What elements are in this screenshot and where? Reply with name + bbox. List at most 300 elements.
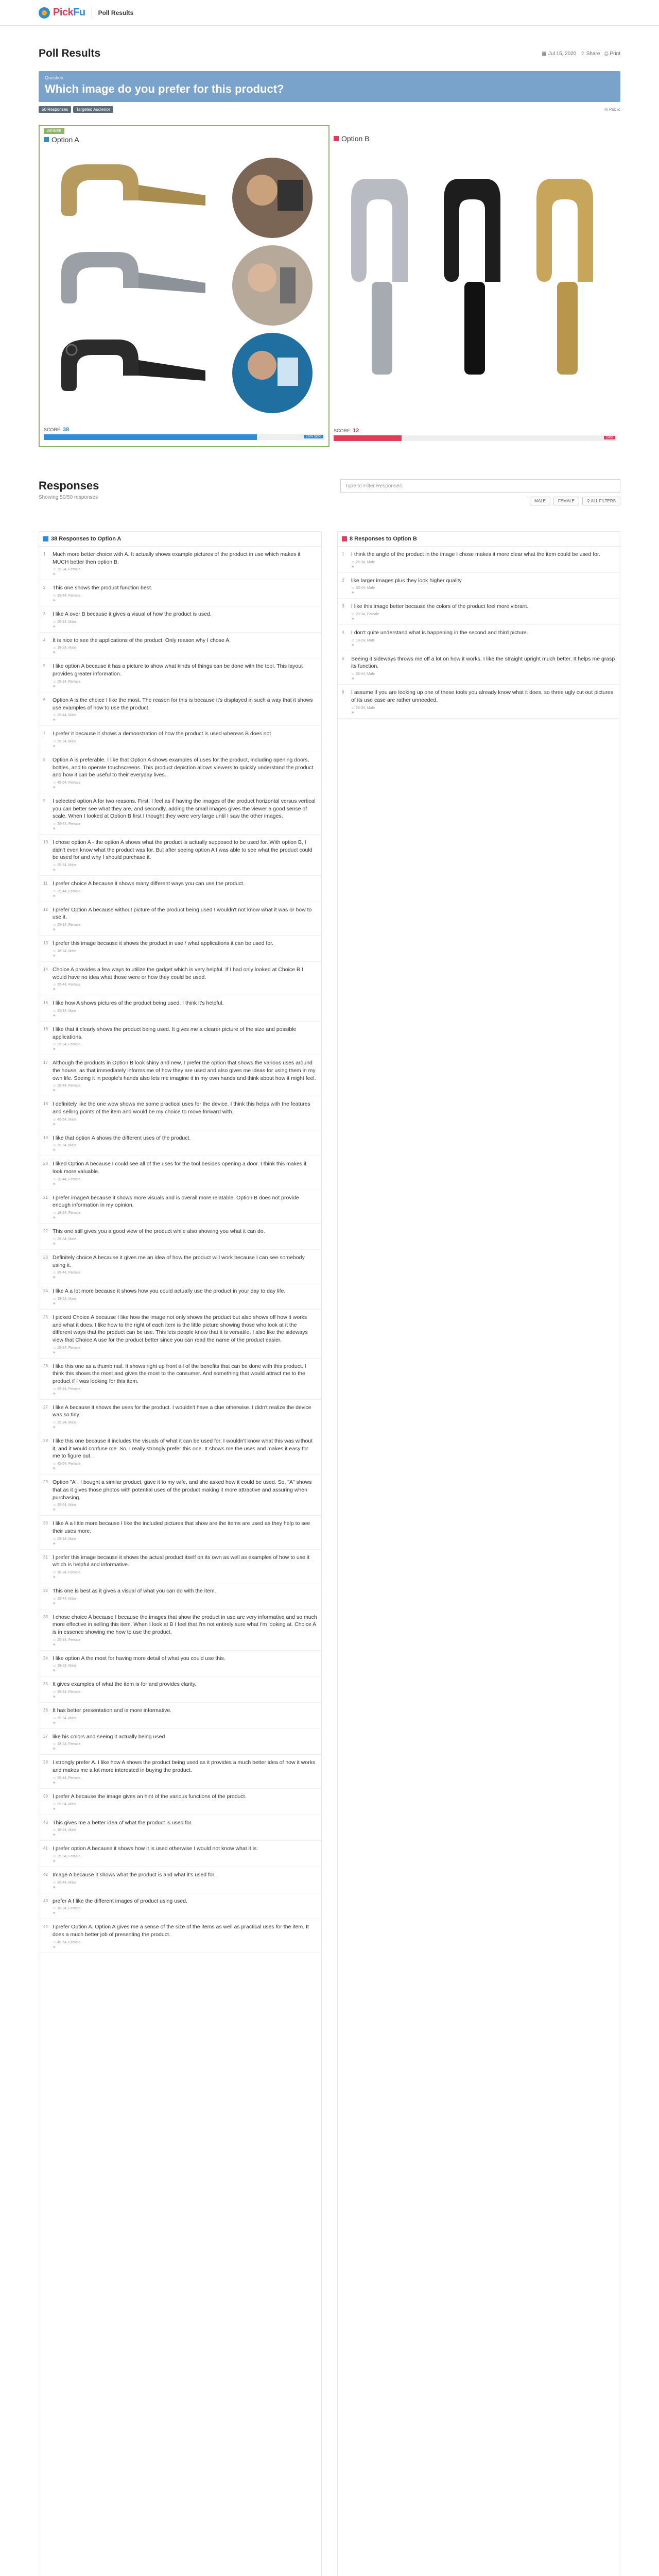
person-icon: ☺ — [53, 1570, 57, 1574]
response-item — [39, 1475, 321, 1516]
response-item — [39, 752, 321, 793]
flag-icon: ⚑ — [53, 1216, 56, 1221]
flag-button[interactable] — [53, 625, 317, 629]
flag-icon: ⚑ — [351, 565, 355, 569]
flag-button[interactable] — [53, 827, 317, 831]
respondent-demographic: ☺ 25-34, Female — [53, 923, 81, 927]
flag-button[interactable] — [53, 1276, 317, 1280]
respondent-demographic: ☺ 35-44, Female — [53, 1776, 81, 1780]
response-text: I like this one as a thumb nail. It shows right up front all of the benefits that can be done with this product. I think this shows the most and gives the most to the consumer. And something that would attract me to the product if I was looking for this item. — [53, 1363, 306, 1384]
respondent-demographic: ☺ 18-24, Male — [351, 638, 375, 642]
response-item — [39, 1609, 321, 1651]
response-item — [39, 658, 321, 692]
response-number: 36 — [43, 1708, 48, 1713]
response-text: Much more better choice with A. It actually shows example pictures of the product in use which makes it MUCH better then option B. — [53, 551, 301, 565]
filter-female-button[interactable]: FEMALE — [553, 497, 579, 505]
response-number: 38 — [43, 1760, 48, 1765]
flag-button[interactable] — [53, 1669, 317, 1673]
response-number: 13 — [43, 941, 48, 946]
response-item — [39, 1310, 321, 1359]
flag-icon: ⚑ — [53, 625, 56, 629]
person-icon: ☺ — [53, 1043, 57, 1047]
response-item — [39, 1130, 321, 1157]
response-text: I like A a lot more because it shows how you could actually use the product in your day to day life. — [53, 1288, 286, 1295]
response-item — [39, 1867, 321, 1893]
person-icon: ☺ — [53, 1940, 57, 1944]
flag-button[interactable] — [53, 1426, 317, 1430]
person-icon: ☺ — [53, 983, 57, 987]
response-item — [39, 936, 321, 962]
flag-icon: ⚑ — [53, 1834, 56, 1838]
flag-button[interactable] — [53, 1047, 317, 1052]
flag-button[interactable] — [53, 1089, 317, 1093]
flag-button[interactable] — [53, 954, 317, 958]
option-a-card[interactable] — [39, 125, 330, 447]
option-a-score: SCORE: 38 — [44, 427, 70, 433]
share-button[interactable]: ⇪ Share — [580, 50, 600, 57]
response-number: 7 — [43, 731, 46, 736]
all-filters-button[interactable]: ⚲ ALL FILTERS — [582, 497, 620, 505]
response-text: I like this one because it includes the visuals of what it can be used for. I wouldn't know what this was without it, and it would confuse me. So, I really strongly prefer this one. It shows me the uses and makes it easy for me to figure out. — [53, 1438, 313, 1460]
respondent-demographic: ☺ 25-34, Female — [53, 1043, 81, 1047]
response-text: I like A over B because it gives a visual of how the product is used. — [53, 611, 212, 618]
person-icon: ☺ — [53, 1211, 57, 1215]
flag-icon: ⚑ — [53, 1149, 56, 1153]
flag-button[interactable] — [53, 868, 317, 872]
response-item — [39, 1283, 321, 1310]
filter-icon: ⚲ — [586, 499, 590, 503]
flag-icon: ⚑ — [53, 928, 56, 933]
flag-button[interactable] — [53, 1886, 317, 1890]
respondent-demographic: ☺ 35-44, Male — [53, 1880, 77, 1885]
option-b-label: Option B — [334, 134, 618, 143]
response-text: I prefer it because it shows a demonstration of how the product is used whereas B does not — [53, 731, 271, 737]
responses-tag: 50 Responses — [39, 106, 71, 113]
respondent-demographic: ☺ 25-34, Male — [53, 1421, 77, 1425]
flag-button[interactable] — [351, 711, 616, 715]
flag-button[interactable] — [53, 1182, 317, 1187]
response-number: 37 — [43, 1734, 48, 1739]
response-number: 28 — [43, 1438, 48, 1444]
option-b-image[interactable] — [336, 148, 614, 418]
response-text: I assume if you are looking up one of these tools you already know what it does, so three ugly cut out pictures of its use case are rather unneeded. — [351, 689, 613, 703]
respondent-demographic: ☺ 35-44, Female — [53, 1177, 81, 1181]
flag-icon: ⚑ — [53, 988, 56, 992]
person-icon: ☺ — [53, 923, 57, 927]
flag-icon: ⚑ — [53, 1426, 56, 1430]
page-title: Poll Results — [39, 47, 101, 59]
response-item — [39, 1651, 321, 1677]
person-icon: ☺ — [53, 1854, 57, 1858]
response-number: 23 — [43, 1255, 48, 1260]
response-number: 16 — [43, 1026, 48, 1031]
flag-button[interactable] — [53, 928, 317, 932]
person-icon: ☺ — [53, 1828, 57, 1833]
option-a-swatch — [43, 536, 48, 541]
response-item — [338, 573, 620, 599]
response-text: I prefer imageA because it shows more visuals and is overall more relatable. Option B does not provide enough information in my opinion. — [53, 1194, 299, 1209]
person-icon: ☺ — [351, 560, 355, 564]
person-icon: ☺ — [53, 1716, 57, 1720]
flag-icon: ⚑ — [53, 869, 56, 873]
person-icon: ☺ — [53, 1117, 57, 1122]
person-icon: ☺ — [53, 1237, 57, 1241]
response-text: This gives me a better idea of what the product is used for. — [53, 1819, 193, 1826]
flag-button[interactable] — [53, 1302, 317, 1306]
response-item — [39, 1055, 321, 1096]
person-icon: ☺ — [53, 714, 57, 718]
response-number: 33 — [43, 1614, 48, 1619]
flag-button[interactable] — [351, 643, 616, 648]
flag-button[interactable] — [53, 651, 317, 655]
logo-text: PickFu — [53, 7, 85, 18]
globe-icon: ◎ — [604, 107, 608, 112]
response-text: I like that option A shows the different uses of the product. — [53, 1134, 191, 1141]
flag-icon: ⚑ — [53, 954, 56, 958]
respondent-demographic: ☺ 25-34, Male — [53, 1802, 77, 1806]
flag-icon: ⚑ — [53, 1509, 56, 1513]
flag-icon: ⚑ — [53, 1182, 56, 1187]
flag-button[interactable] — [53, 599, 317, 603]
response-number: 11 — [43, 881, 48, 886]
response-number: 4 — [342, 630, 344, 635]
response-item — [39, 995, 321, 1022]
respondent-demographic: ☺ 35-44, Female — [53, 594, 81, 598]
response-item — [39, 1433, 321, 1475]
flag-icon: ⚑ — [351, 591, 355, 596]
option-a-swatch — [44, 137, 49, 142]
respondent-demographic: ☺ 35-44, Female — [53, 822, 81, 826]
response-number: 5 — [43, 664, 46, 669]
flag-icon: ⚑ — [53, 599, 56, 603]
response-number: 6 — [43, 697, 46, 702]
pickfu-logo[interactable] — [39, 7, 85, 19]
person-icon: ☺ — [53, 620, 57, 624]
response-number: 44 — [43, 1924, 48, 1929]
person-icon: ☺ — [53, 889, 57, 893]
response-item — [39, 1815, 321, 1841]
response-text: Option "A". I bought a similar product, gave it to my wife, and she asked how it could be used. So, "A" shows that as it gives those photos with potential uses of the product making it more attractive and assuring when purchasing. — [53, 1479, 312, 1501]
person-icon: ☺ — [53, 863, 57, 868]
response-number: 18 — [43, 1101, 48, 1107]
flag-button[interactable] — [53, 718, 317, 722]
response-text: I definitely like the one wow shows me some practical uses for the device. I think this helps with the features and selling points of the item and would be my choice to move forward with. — [53, 1101, 310, 1115]
person-icon: ☺ — [53, 594, 57, 598]
response-item — [39, 962, 321, 995]
response-item — [39, 1400, 321, 1433]
respondent-demographic: ☺ 25-34, Female — [53, 1346, 81, 1350]
responses-count: Showing 50/50 responses — [39, 495, 98, 500]
flag-button[interactable] — [53, 1643, 317, 1647]
flag-button[interactable] — [53, 1721, 317, 1725]
flag-button[interactable] — [53, 1467, 317, 1471]
response-item — [338, 547, 620, 573]
person-icon: ☺ — [53, 781, 57, 785]
response-number: 21 — [43, 1195, 48, 1200]
flag-button[interactable] — [53, 894, 317, 899]
response-number: 35 — [43, 1682, 48, 1687]
person-icon: ☺ — [53, 1421, 57, 1425]
respondent-demographic: ☺ 18-24, Female — [53, 1211, 81, 1215]
share-icon: ⇪ — [580, 50, 585, 57]
print-button[interactable]: ⎙ Print — [604, 50, 620, 57]
respondent-demographic: ☺ 18-24, Female — [53, 1907, 81, 1911]
top-nav — [0, 0, 659, 26]
flag-button[interactable] — [53, 1508, 317, 1512]
flag-button[interactable] — [53, 572, 317, 577]
response-text: I prefer Option A because without picture of the product being used I wouldn't not know what it was or how to use it. — [53, 906, 312, 921]
response-number: 22 — [43, 1229, 48, 1234]
responses-title: Responses — [39, 479, 99, 492]
response-number: 43 — [43, 1898, 48, 1903]
flag-icon: ⚑ — [53, 1602, 56, 1606]
response-text: I like A a little more because I like the included pictures that show are the items are used as they help to see their uses more. — [53, 1520, 310, 1534]
flag-button[interactable] — [53, 685, 317, 689]
response-text: Option A is the choice I like the most. The reason for this is because it's displayed in such a way that it shows use examples of how to use the product. — [53, 697, 313, 711]
flag-button[interactable] — [53, 988, 317, 992]
response-text: I like how A shows pictures of the product being used, I think it's helpful. — [53, 1000, 224, 1007]
flag-button[interactable] — [53, 1148, 317, 1153]
flag-button[interactable] — [53, 1392, 317, 1396]
response-item — [338, 625, 620, 651]
response-item — [39, 1516, 321, 1549]
response-number: 29 — [43, 1480, 48, 1485]
flag-button[interactable] — [53, 1833, 317, 1837]
flag-button[interactable] — [53, 1242, 317, 1246]
flag-button[interactable] — [53, 1807, 317, 1811]
response-number: 32 — [43, 1588, 48, 1593]
respondent-demographic: ☺ 18-24, Male — [53, 1828, 77, 1833]
flag-icon: ⚑ — [53, 1912, 56, 1916]
flag-icon: ⚑ — [53, 719, 56, 723]
flag-icon: ⚑ — [53, 1748, 56, 1752]
response-text: I prefer Option A. Option A gives me a sense of the size of the items as well as practical uses for the item. It does a much better job of presenting the product. — [53, 1924, 309, 1938]
flag-button[interactable] — [53, 1351, 317, 1355]
response-number: 42 — [43, 1872, 48, 1877]
respondent-demographic: ☺ 25-34, Female — [53, 568, 81, 572]
respondent-demographic: ☺ 45-54, Female — [53, 1462, 81, 1466]
print-icon: ⎙ — [604, 50, 609, 57]
nav-title: Poll Results — [98, 9, 134, 16]
flag-button[interactable] — [53, 1945, 317, 1950]
response-number: 14 — [43, 967, 48, 972]
response-text: I like that it clearly shows the product being used. It gives me a clearer picture of the size and possible applications. — [53, 1026, 297, 1040]
response-item — [39, 726, 321, 752]
respondent-demographic: ☺ 35-44, Female — [53, 889, 81, 893]
flag-button[interactable] — [53, 744, 317, 749]
flag-icon: ⚑ — [351, 618, 355, 622]
question-label: Question — [45, 75, 64, 80]
flag-button[interactable] — [53, 1859, 317, 1863]
door-opener-tool-illustration — [46, 149, 324, 419]
response-item — [39, 1550, 321, 1583]
option-a-responses — [39, 531, 322, 2576]
person-icon: ☺ — [53, 1907, 57, 1911]
person-icon: ☺ — [53, 1537, 57, 1541]
response-number: 2 — [342, 578, 344, 583]
person-icon: ☺ — [53, 1084, 57, 1088]
response-item — [39, 1919, 321, 1953]
flag-icon: ⚑ — [53, 1643, 56, 1647]
option-a-pct-badge: 76% 50% — [304, 435, 323, 438]
response-number: 25 — [43, 1314, 48, 1319]
flag-button[interactable] — [53, 1781, 317, 1785]
person-icon: ☺ — [53, 1638, 57, 1642]
option-b-swatch — [342, 536, 347, 541]
response-text: I prefer this image because it shows the actual product itself on its own as well as examples of how to use it which is helpful and informative. — [53, 1554, 310, 1568]
option-b-score-bar — [334, 435, 616, 441]
option-a-score-fill — [44, 434, 257, 440]
flag-icon: ⚑ — [53, 1302, 56, 1306]
response-number: 27 — [43, 1404, 48, 1410]
flag-icon: ⚑ — [53, 1392, 56, 1396]
person-icon: ☺ — [53, 646, 57, 650]
option-b-score: SCORE: 12 — [334, 428, 359, 434]
option-a-image[interactable] — [46, 149, 324, 419]
person-icon: ☺ — [351, 638, 355, 642]
response-item — [39, 1224, 321, 1250]
response-number: 40 — [43, 1820, 48, 1825]
person-icon: ☺ — [53, 1802, 57, 1806]
respondent-demographic: ☺ 25-34, Male — [351, 706, 375, 710]
response-text: I chose choice A because I because the images that show the product in use are very informative and so much more effective in selling this item. When I look at B I feel that I'm not entirely sure what I'm looking at. Choice A is in essence showing me how to use the product. — [53, 1614, 317, 1635]
flag-icon: ⚑ — [53, 1696, 56, 1700]
flag-button[interactable] — [53, 1602, 317, 1606]
response-text: Choice A provides a few ways to utilize the gadget which is very helpful. If I had only looked at Choice B I would have no idea what those were or how they could be used. — [53, 966, 303, 980]
flag-button[interactable] — [351, 591, 616, 595]
flag-button[interactable] — [53, 1216, 317, 1220]
response-text: This one is best as it gives a visual of what you can do with the item. — [53, 1587, 216, 1594]
response-number: 26 — [43, 1363, 48, 1368]
audience-tag: Targeted Audience — [73, 106, 113, 113]
flag-icon: ⚑ — [53, 1575, 56, 1580]
flag-button[interactable] — [53, 1575, 317, 1580]
filter-responses-input[interactable]: Type to Filter Responses — [340, 479, 620, 493]
person-icon: ☺ — [53, 1462, 57, 1466]
response-item — [39, 1190, 321, 1224]
respondent-demographic: ☺ 35-44, Female — [53, 1387, 81, 1391]
response-number: 39 — [43, 1793, 48, 1799]
person-icon: ☺ — [351, 586, 355, 590]
flag-icon: ⚑ — [53, 1945, 56, 1950]
person-icon: ☺ — [53, 1271, 57, 1275]
response-number: 19 — [43, 1135, 48, 1140]
respondent-demographic: ☺ 25-34, Male — [351, 560, 375, 564]
response-text: Option A is preferable. I like that Option A shows examples of uses for the product, including opening doors, bottles, and to operate touchscreens. This product depiction allows viewers to quickly understand the product and how it can be useful to their everyday lives. — [53, 756, 314, 778]
response-text: I selected option A for two reasons. First, I feel as if having the images of the product horizontal versus vertical you can better see what they are, and secondly, adding the small images gives the viewer a good sense of scale. When I looked at Option B first I thought they were very large until I saw the other images. — [53, 798, 316, 820]
flag-icon: ⚑ — [351, 643, 355, 648]
flag-icon: ⚑ — [53, 1886, 56, 1890]
response-text: prefer A I like the different images of product using used. — [53, 1897, 187, 1904]
question-banner — [39, 71, 620, 102]
response-number: 9 — [43, 798, 46, 803]
respondent-demographic: ☺ 25-34, Male — [53, 1009, 77, 1013]
response-text: I like option A because it has a picture to show what kinds of things can be done with the tool. This layout provides greater information. — [53, 663, 303, 677]
flag-button[interactable] — [351, 677, 616, 681]
respondent-demographic: ☺ 35-44, Female — [53, 1271, 81, 1275]
person-icon: ☺ — [53, 739, 57, 743]
question-text: Which image do you prefer for this product? — [45, 82, 284, 95]
flag-button[interactable] — [53, 1123, 317, 1127]
person-icon: ☺ — [53, 1503, 57, 1507]
flag-icon: ⚑ — [53, 1859, 56, 1863]
response-text: I prefer choice A because it shows many different ways you can use the product. — [53, 880, 245, 887]
respondent-demographic: ☺ 25-34, Male — [53, 1237, 77, 1241]
respondent-demographic: ☺ 35-44, Male — [351, 586, 375, 590]
response-text: I prefer option A because it shows how it is used otherwise I would not know what it is. — [53, 1845, 258, 1852]
respondent-demographic: ☺ 18-24, Male — [53, 646, 77, 650]
flag-icon: ⚑ — [53, 1014, 56, 1018]
flag-button[interactable] — [351, 617, 616, 621]
flag-button[interactable] — [53, 1542, 317, 1546]
response-number: 6 — [342, 690, 344, 695]
flag-icon: ⚑ — [53, 1807, 56, 1811]
response-item — [39, 547, 321, 580]
person-icon: ☺ — [351, 672, 355, 676]
respondent-demographic: ☺ 35-44, Female — [53, 1084, 81, 1088]
response-number: 31 — [43, 1554, 48, 1560]
response-text: This one shows the product function best. — [53, 585, 152, 591]
respondent-demographic: ☺ 18-24, Male — [53, 1297, 77, 1301]
response-number: 3 — [342, 604, 344, 609]
response-item — [39, 1022, 321, 1055]
response-item — [39, 1156, 321, 1190]
response-item — [39, 1583, 321, 1609]
flag-icon: ⚑ — [53, 1276, 56, 1280]
flag-button[interactable] — [351, 565, 616, 569]
response-number: 17 — [43, 1060, 48, 1065]
flag-button[interactable] — [53, 1747, 317, 1751]
response-item — [39, 1729, 321, 1755]
flag-button[interactable] — [53, 786, 317, 790]
flag-icon: ⚑ — [53, 1781, 56, 1785]
respondent-demographic: ☺ 25-34, Male — [53, 739, 77, 743]
option-b-pct-badge: 24% — [604, 436, 615, 439]
option-b-card[interactable] — [330, 125, 620, 447]
flag-icon: ⚑ — [53, 827, 56, 831]
person-icon: ☺ — [53, 1690, 57, 1694]
flag-button[interactable] — [53, 1695, 317, 1699]
flag-button[interactable] — [53, 1014, 317, 1018]
person-icon: ☺ — [53, 949, 57, 953]
flag-icon: ⚑ — [53, 1089, 56, 1093]
respondent-demographic: ☺ 45-54, Male — [53, 1117, 77, 1122]
respondent-demographic: ☺ 18-24, Male — [53, 1664, 77, 1668]
response-item — [39, 1703, 321, 1729]
response-text: I prefer A because the image gives an hint of the various functions of the product. — [53, 1793, 247, 1800]
response-text: I chose option A - the option A shows what the product is actually supposed to be used for. With option B, I didn't even know what the product was for. But after seeing option A I was able to see what the product could be used for and why I should purchase it. — [53, 839, 313, 861]
filter-male-button[interactable]: MALE — [530, 497, 550, 505]
response-text: Definitely choice A because it gives me an idea of how the product will work because I can see somebody using it. — [53, 1254, 305, 1268]
flag-icon: ⚑ — [53, 894, 56, 899]
flag-button[interactable] — [53, 1911, 317, 1916]
calendar-icon: ▦ — [542, 50, 547, 57]
response-item — [39, 633, 321, 659]
response-item — [39, 1250, 321, 1283]
response-text: I like A because it shows the uses for the product. I wouldn't have a clue otherwise. I didn't realize the device was so tiny. — [53, 1404, 311, 1418]
logo-icon — [39, 7, 50, 19]
respondent-demographic: ☺ 18-24, Female — [53, 1570, 81, 1574]
person-icon: ☺ — [351, 613, 355, 617]
option-b-swatch — [334, 136, 339, 141]
response-item — [39, 793, 321, 835]
person-icon: ☺ — [53, 1144, 57, 1148]
person-icon: ☺ — [53, 1297, 57, 1301]
response-text: I picked Choice A because I like how the image not only shows the product but also shows off how it works and what it does. I like how to the right of each item is the little picture showing those who look at it the different ways that the product can be use. This lets people know that it is versatile. I also like the sideways view that Choice A use for the product better since you can read the name of the product easier. — [53, 1314, 308, 1343]
response-item — [39, 1789, 321, 1815]
response-item — [338, 651, 620, 685]
respondent-demographic: ☺ 25-34, Female — [351, 613, 379, 617]
